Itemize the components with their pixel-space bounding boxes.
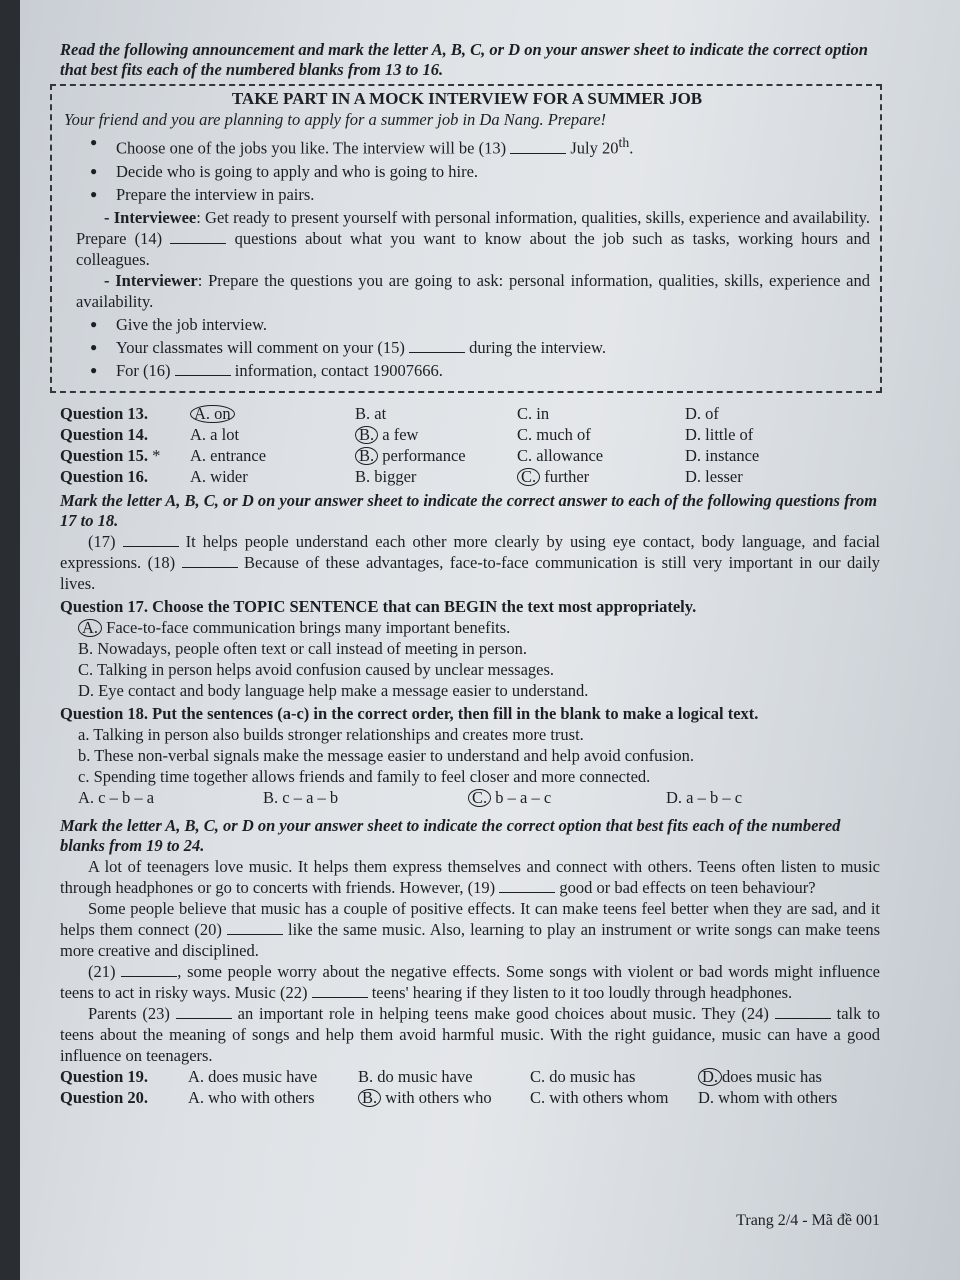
questions-13-16	[60, 403, 880, 487]
instruction-17-18: Mark the letter A, B, C, or D on your answer sheet to indicate the correct answer to each of the following questions from 17 to 18.	[60, 490, 878, 530]
blank-20	[227, 920, 283, 935]
q17-options	[78, 617, 880, 701]
q18-sentence-b: b. These non-verbal signals make the message easier to understand and help avoid confusion.	[78, 745, 694, 765]
announcement-bullets-1	[90, 132, 870, 205]
q17-head: Question 17. Choose the TOPIC SENTENCE that can BEGIN the text most appropriately.	[60, 596, 697, 616]
announcement-title: TAKE PART IN A MOCK INTERVIEW FOR A SUMMER JOB	[231, 89, 703, 108]
q19-label: Question 19.	[60, 1066, 149, 1086]
blank-22	[312, 983, 368, 998]
blank-13	[510, 139, 566, 154]
q17-option-a[interactable]: A. Face-to-face communication brings many important benefits.	[78, 617, 880, 638]
answer-circle: A. on	[190, 405, 235, 423]
passage-p4: Parents (23) an important role in helping teens make good choices about music. They (24) talk to teens about the meaning of songs and help them avoid harmful music. With the right guidance, music can have a good influence on teenagers.	[60, 1003, 881, 1065]
q19-option-d[interactable]: D. does music has	[698, 1066, 868, 1087]
q14-option-a[interactable]: A. a lot	[190, 424, 240, 444]
q20-option-b[interactable]: B. with others who	[358, 1087, 530, 1108]
q14-option-c[interactable]: C. much of	[517, 424, 591, 444]
interviewee-text: - Interviewee: Get ready to present yourself with personal information, qualities, skills, experience and availability. Prepare (14) questions about what you want to know about the job such as tasks, working hours and colleagues.	[76, 207, 870, 269]
answer-circle: D.	[698, 1068, 722, 1086]
announcement-box	[50, 84, 882, 393]
blank-21	[121, 962, 177, 977]
q14-label: Question 14.	[60, 424, 149, 444]
answer-circle: B.	[358, 1089, 381, 1107]
q17-option-b[interactable]: B. Nowadays, people often text or call instead of meeting in person.	[78, 638, 528, 658]
q18-sentence-a: a. Talking in person also builds stronger relationships and creates more trust.	[78, 724, 584, 744]
announcement-bullets-2	[90, 314, 870, 381]
blank-23	[176, 1004, 232, 1019]
passage-p3: (21) , some people worry about the negative effects. Some songs with violent or bad words might influence teens to act in risky ways. Music (22) teens' hearing if they listen to it too loudly through headphones.	[60, 961, 881, 1002]
q15-option-c[interactable]: C. allowance	[517, 445, 604, 465]
q19-option-a[interactable]: A. does music have	[188, 1066, 318, 1086]
q18-option-c[interactable]: C. b – a – c	[468, 787, 666, 808]
bullet-prepare-pairs: ● Prepare the interview in pairs.	[90, 184, 870, 205]
bullet-contact: ● For (16) information, contact 19007666.	[90, 360, 870, 381]
q17-option-d[interactable]: D. Eye contact and body language help make a message easier to understand.	[78, 680, 589, 700]
q19-option-c[interactable]: C. do music has	[530, 1066, 636, 1086]
q16-option-b[interactable]: B. bigger	[355, 466, 417, 486]
page-content	[60, 40, 880, 1108]
q13-option-b[interactable]: B. at	[355, 403, 387, 423]
bullet-decide: ● Decide who is going to apply and who is going to hire.	[90, 161, 870, 182]
q16-option-c[interactable]: C. further	[517, 466, 685, 487]
answer-circle: C.	[468, 789, 491, 807]
bullet-give-interview: ● Give the job interview.	[90, 314, 870, 335]
q18-option-d[interactable]: D. a – b – c	[666, 787, 743, 807]
passage-p2: Some people believe that music has a couple of positive effects. It can make teens feel better when they are sad, and it helps them connect (20) like the same music. Also, learning to play an instrument or write songs can make teens more creative and disciplined.	[60, 898, 880, 960]
q18-sentences	[78, 724, 880, 787]
blank-18	[182, 553, 238, 568]
q15-option-a[interactable]: A. entrance	[190, 445, 267, 465]
q15-option-b[interactable]: B. performance	[355, 445, 517, 466]
q16-label: Question 16.	[60, 466, 149, 486]
page-footer: Trang 2/4 - Mã đề 001	[736, 1212, 880, 1229]
instruction-13-16: Read the following announcement and mark the letter A, B, C, or D on your answer sheet to indicate the correct option that best fits each of the numbered blanks from 13 to 16.	[60, 40, 868, 79]
bullet-classmates: ● Your classmates will comment on your (15) during the interview.	[90, 337, 870, 358]
announcement-intro: Your friend and you are planning to apply for a summer job in Da Nang. Prepare!	[64, 110, 607, 129]
q13-label: Question 13.	[60, 403, 149, 423]
answer-circle: B.	[355, 447, 378, 465]
blank-14	[170, 229, 226, 244]
q20-option-c[interactable]: C. with others whom	[530, 1087, 669, 1107]
q18-head: Question 18. Put the sentences (a-c) in the correct order, then fill in the blank to make a logical text.	[60, 703, 759, 723]
interviewer-text: - Interviewer: Prepare the questions you are going to ask: personal information, qualities, skills, experience and availability.	[76, 270, 870, 311]
blank-17	[123, 532, 179, 547]
q15-option-d[interactable]: D. instance	[685, 445, 760, 465]
q18-option-a[interactable]: A. c – b – a	[78, 787, 155, 807]
q20-option-a[interactable]: A. who with others	[188, 1087, 315, 1107]
q13-option-a[interactable]	[190, 403, 355, 424]
q18-option-b[interactable]: B. c – a – b	[263, 787, 339, 807]
passage-p1: A lot of teenagers love music. It helps them express themselves and connect with others. Teens often listen to music through headphones or go to concerts with friends. However, (19) good or bad effects on teen behaviour?	[60, 856, 880, 897]
questions-19-20	[60, 1066, 880, 1108]
q13-option-c[interactable]: C. in	[517, 403, 550, 423]
blank-15	[409, 338, 465, 353]
answer-circle: C.	[517, 468, 540, 486]
q16-option-a[interactable]: A. wider	[190, 466, 248, 486]
q14-option-b[interactable]: B. a few	[355, 424, 517, 445]
bullet-choose-job: ● Choose one of the jobs you like. The interview will be (13) July 20th.	[90, 132, 870, 159]
q16-option-d[interactable]: D. lesser	[685, 466, 743, 486]
q19-option-b[interactable]: B. do music have	[358, 1066, 473, 1086]
instruction-19-24: Mark the letter A, B, C, or D on your answer sheet to indicate the correct option that best fits each of the numbered blanks from 19 to 24.	[60, 815, 841, 855]
q14-option-d[interactable]: D. little of	[685, 424, 754, 444]
exam-page	[20, 0, 960, 1280]
answer-circle: A.	[78, 619, 102, 637]
q13-option-d[interactable]: D. of	[685, 403, 719, 423]
blank-19	[499, 878, 555, 893]
q17-option-c[interactable]: C. Talking in person helps avoid confusion caused by unclear messages.	[78, 659, 555, 679]
blank-24	[775, 1004, 831, 1019]
answer-circle: B.	[355, 426, 378, 444]
q18-sentence-c: c. Spending time together allows friends and family to feel closer and more connected.	[78, 766, 651, 786]
q18-options	[78, 787, 880, 808]
q20-option-d[interactable]: D. whom with others	[698, 1087, 838, 1107]
blank-16	[175, 361, 231, 376]
q20-label: Question 20.	[60, 1087, 149, 1107]
text-17-18: (17) It helps people understand each other more clearly by using eye contact, body language, and facial expressions. (18) Because of these advantages, face-to-face communication is still very important in our daily lives.	[60, 531, 881, 593]
q15-label: Question 15. *	[60, 445, 161, 465]
star-mark: *	[152, 445, 161, 465]
